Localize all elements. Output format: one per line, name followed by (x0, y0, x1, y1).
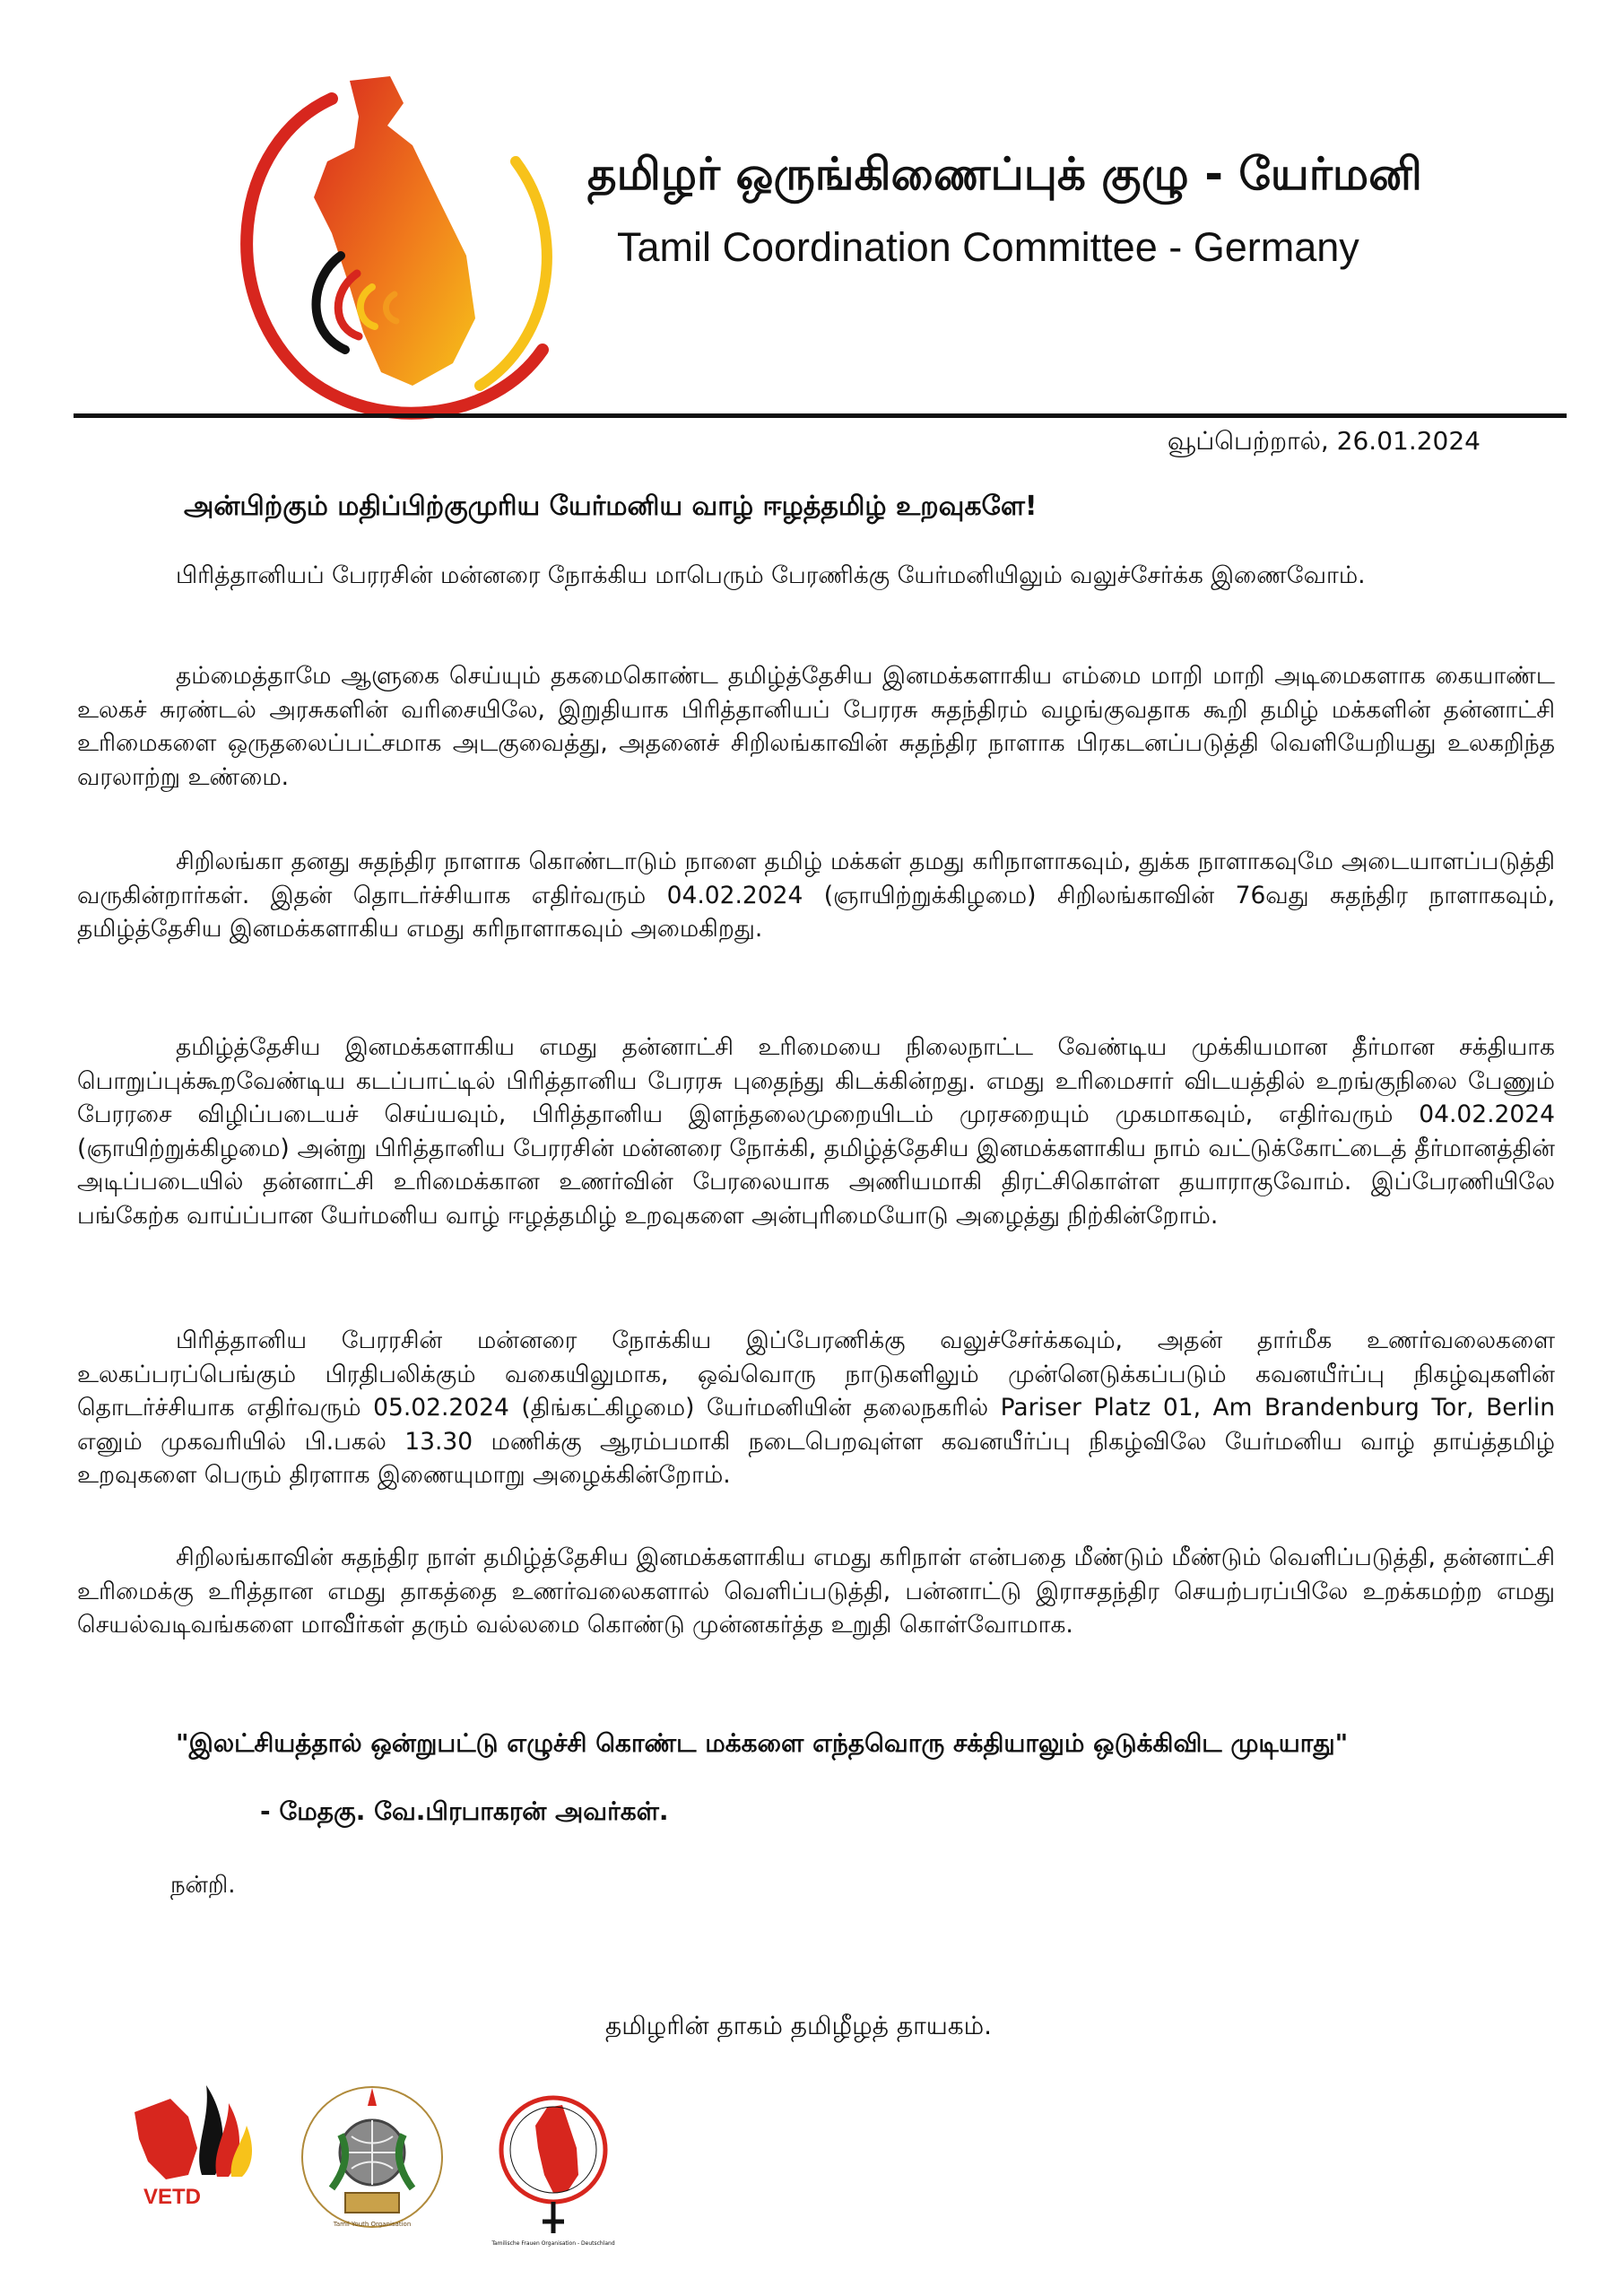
org-name-tamil: தமிழர் ஒருங்கிணைப்புக் குழு - யேர்மனி (587, 148, 1422, 200)
letter-date: வூப்பெற்றால், 26.01.2024 (1167, 426, 1481, 456)
women-org-label: Tamilische Frauen Organisation - Deutschland (491, 2240, 615, 2247)
letter-salutation: அன்பிற்கும் மதிப்பிற்குமுரிய யேர்மனிய வாழ் ஈழத்தமிழ் உறவுகளே! (184, 491, 1038, 522)
header-divider (74, 413, 1567, 418)
closing-slogan: தமிழரின் தாகம் தமிழீழத் தாயகம். (605, 2011, 993, 2040)
youth-org-label: Tamil Youth Organisation (333, 2221, 412, 2228)
paragraph-4: தமிழ்த்தேசிய இனமக்களாகிய எமது தன்னாட்சி உரிமையை நிலைநாட்ட வேண்டிய முக்கியமான தீர்மான சக்தியாக பொறுப்புக்கூறவேண்டிய கடப்பாட்டில் பிரித்தானிய பேரரசு புதைந்து கிடக்கின்றது. எமது உரிமைசார் விடயத்தில் உறங்குநிலை பேணும் பேரரசை விழிப்படையச் செய்யவும், பிரித்தானிய இளந்தலைமுறையிடம் முரசறையும் முகமாகவும், எதிர்வரும் 04.02.2024 (ஞாயிற்றுக்கிழமை) அன்று பிரித்தானிய பேரரசின் மன்னரை நோக்கி, தமிழ்த்தேசிய இனமக்களாகிய நாம் வட்டுக்கோட்டைத் தீர்மானத்தின் அடிப்படையில் தன்னாட்சி உரிமைக்கான உணர்வின் பேரலையாக அணியமாகி திரட்சிகொள்ள தயாராகுவோம். இப்பேரணியிலே பங்கேற்க வாய்ப்பான யேர்மனிய வாழ் ஈழத்தமிழ் உறவுகளை அன்புரிமையோடு அழைத்து நிற்கின்றோம். (77, 1033, 1555, 1230)
paragraph-5: பிரித்தானிய பேரரசின் மன்னரை நோக்கிய இப்பேரணிக்கு வலுச்சேர்க்கவும், அதன் தார்மீக உணர்வலைகளை உலகப்பரப்பெங்கும் பிரதிபலிக்கும் வகையிலுமாக, ஒவ்வொரு நாடுகளிலும் முன்னெடுக்கப்படும் கவனயீர்ப்பு நிகழ்வுகளின் தொடர்ச்சியாக எதிர்வரும் 05.02.2024 (திங்கட்கிழமை) யேர்மனியின் தலைநகரில் Pariser Platz 01, Am Brandenburg Tor, Berlin எனும் முகவரியில் பி.பகல் 13.30 மணிக்கு ஆரம்பமாகி நடைபெறவுள்ள கவனயீர்ப்பு நிகழ்விலே யேர்மனிய வாழ் தாய்த்தமிழ் உறவுகளை பெரும் திரளாக இணையுமாறு அழைக்கின்றோம். (77, 1326, 1555, 1489)
paragraph-6: சிறிலங்காவின் சுதந்திர நாள் தமிழ்த்தேசிய இனமக்களாகிய எமது கரிநாள் என்பதை மீண்டும் மீண்டும் வெளிப்படுத்தி, தன்னாட்சி உரிமைக்கு உரித்தான எமது தாகத்தை உணர்வலைகளால் வெளிப்படுத்தி, பன்னாட்டு இராசதந்திர செயற்பரப்பிலே உறக்கமற்ற எமது செயல்வடிவங்களை மாவீர்கள் தரும் வல்லமை கொண்டு முன்னகர்த்த உறுதி கொள்வோமாக. (77, 1544, 1555, 1639)
youth-org-logo (296, 2081, 448, 2233)
paragraph-3: சிறிலங்கா தனது சுதந்திர நாளாக கொண்டாடும் நாளை தமிழ் மக்கள் தமது கரிநாளாகவும், துக்க நாளாகவுமே அடையாளப்படுத்தி வருகின்றார்கள். இதன் தொடர்ச்சியாக எதிர்வரும் 04.02.2024 (ஞாயிற்றுக்கிழமை) சிறிலங்காவின் 76வது சுதந்திர நாளாகவும், தமிழ்த்தேசிய இனமக்களாகிய எமது கரிநாளாகவும் அமைகிறது. (77, 848, 1555, 943)
paragraph-2: தம்மைத்தாமே ஆளுகை செய்யும் தகமைகொண்ட தமிழ்த்தேசிய இனமக்களாகிய எம்மை மாறி மாறி அடிமைகளாக கையாண்ட உலகச் சுரண்டல் அரசுகளின் வரிசையிலே, இறுதியாக பிரித்தானியப் பேரரசு சுதந்திரம் வழங்குவதாக கூறி தமிழ் மக்களின் தன்னாட்சி உரிமைகளை ஒருதலைப்பட்சமாக அடகுவைத்து, அதனைச் சிறிலங்காவின் சுதந்திர நாளாக பிரகடனப்படுத்தி வெளியேறியது உலகறிந்த வரலாற்று உண்மை. (77, 662, 1555, 791)
leader-quote: "இலட்சியத்தால் ஒன்றுபட்டு எழுச்சி கொண்ட மக்களை எந்தவொரு சக்தியாலும் ஒடுக்கிவிட முடியாது" (176, 1728, 1349, 1758)
tcc-logo (197, 63, 574, 439)
paragraph-1: பிரித்தானியப் பேரரசின் மன்னரை நோக்கிய மாபெரும் பேரணிக்கு யேர்மனியிலும் வலுச்சேர்க்க இணைவோம். (176, 561, 1366, 589)
vetd-logo (117, 2076, 265, 2211)
quote-author: - மேதகு. வே.பிரபாகரன் அவர்கள். (260, 1796, 669, 1826)
women-org-logo (489, 2085, 619, 2247)
letter-thanks: நன்றி. (170, 1872, 236, 1899)
vetd-label: VETD (143, 2185, 202, 2209)
org-name-english: Tamil Coordination Committee - Germany (617, 224, 1359, 270)
